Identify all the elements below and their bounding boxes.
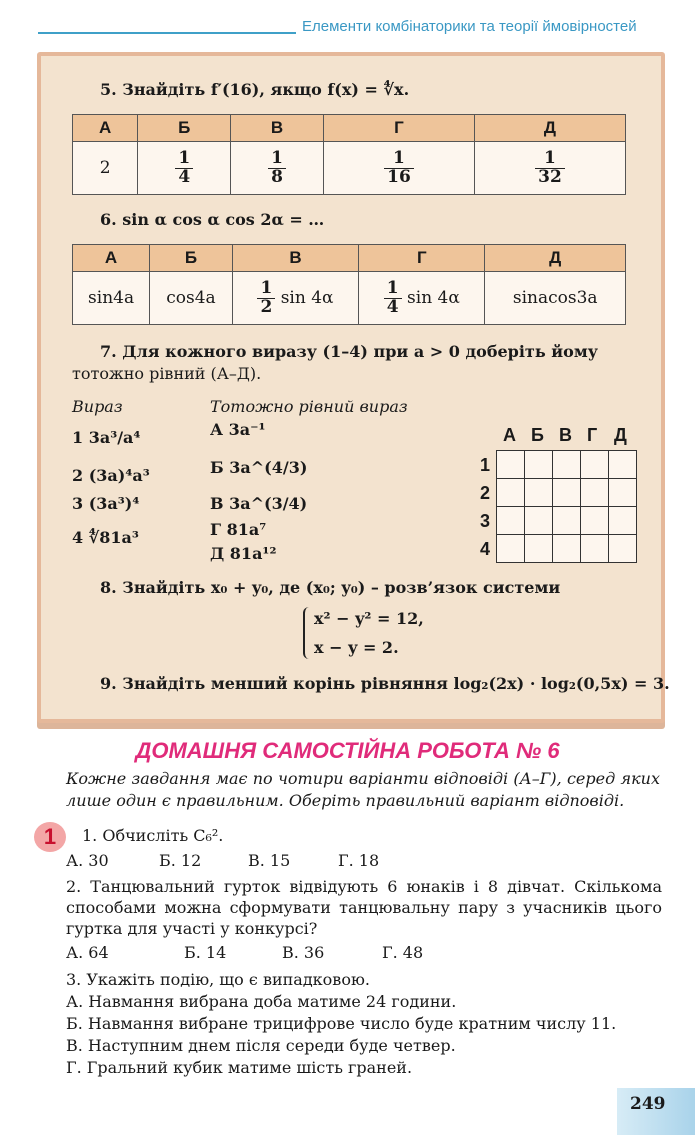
q7-col-right: Тотожно рівний вираз [210,397,408,416]
q6-head-g: Г [359,245,485,272]
q5-table [72,114,626,195]
q7-line1: 7. Для кожного виразу (1–4) при a > 0 доберіть йому [100,342,598,361]
task3-option[interactable]: В. Наступним днем після середи буде четвер. [66,1036,456,1055]
q6-table [72,244,626,325]
running-header: Елементи комбінаторики та теорії ймовірностей [302,18,637,35]
q8-eq1: x² − y² = 12, [314,609,424,628]
q9-text: 9. Знайдіть менший корінь рівняння log₂(2x) · log₂(0,5x) = 3. [100,674,670,693]
fraction-numerator: 1 [384,150,414,169]
grid-row-label: 1 [480,455,491,475]
q6-c-tail: sin 4α [280,287,334,308]
q6-head-a: А [73,245,150,272]
q5-ans-b [138,142,231,195]
task3-option[interactable]: Г. Гральний кубик матиме шість граней. [66,1058,413,1077]
grid-col-label: В [559,425,572,445]
q5-head-b: Б [138,115,231,142]
fraction-numerator: 1 [535,150,565,169]
grid-cell[interactable] [553,451,581,479]
task2-option[interactable]: А. 64 [66,943,109,962]
q7-left-item: 2 (3a)⁴a³ [72,466,150,485]
grid-cell[interactable] [525,451,553,479]
q7-left-item: 3 (3a³)⁴ [72,494,140,513]
grid-col-label: Б [531,425,544,445]
task1-option[interactable]: Б. 12 [159,851,202,870]
task3-option[interactable]: А. Навмання вибрана доба матиме 24 години. [66,992,457,1011]
fraction-numerator: 1 [257,280,275,299]
q7-line2: тотожно рівний (А–Д). [72,364,262,383]
grid-cell[interactable] [525,479,553,507]
grid-cell[interactable] [609,507,637,535]
q7-right-item: Д 81a¹² [210,544,277,563]
fraction-denominator: 32 [538,166,562,187]
q6-ans-d: sinacos3a [485,272,626,325]
grid-cell[interactable] [581,451,609,479]
answer-grid [496,450,637,563]
level-badge: 1 [34,822,66,852]
q7-left-item: 1 3a³/a⁴ [72,428,141,447]
header-rule [38,32,296,34]
grid-cell[interactable] [609,451,637,479]
grid-cell[interactable] [581,479,609,507]
task1-option[interactable]: В. 15 [248,851,291,870]
q6-head-v: В [232,245,358,272]
q8-text: 8. Знайдіть x₀ + y₀, де (x₀; y₀) – розв’язок системи [100,578,561,597]
grid-cell[interactable] [497,479,525,507]
q5-head-a: А [73,115,138,142]
grid-cell[interactable] [553,479,581,507]
grid-row-label: 4 [480,539,491,559]
grid-cell[interactable] [497,507,525,535]
task1-text: 1. Обчисліть C₆². [82,826,224,845]
grid-cell[interactable] [609,479,637,507]
grid-cell[interactable] [525,507,553,535]
grid-cell[interactable] [581,535,609,563]
grid-cell[interactable] [497,451,525,479]
q7-col-left: Вираз [72,397,123,416]
q6-d-tail: sin 4α [407,287,460,308]
q5-ans-d [474,142,625,195]
q6-ans-v [232,272,358,325]
grid-col-label: Д [614,425,627,445]
system-brace [303,607,313,659]
fraction-denominator: 16 [387,166,411,187]
q6-ans-a: sin4a [73,272,150,325]
task3-text: 3. Укажіть подію, що є випадковою. [66,970,370,989]
q7-right-item: Г 81a⁷ [210,520,267,539]
grid-cell[interactable] [553,535,581,563]
task3-option[interactable]: Б. Навмання вибране трицифрове число буде кратним числу 11. [66,1014,617,1033]
q5-head-v: В [231,115,324,142]
q8-eq2: x − y = 2. [314,638,399,657]
grid-col-label: А [503,425,516,445]
task2-text: 2. Танцювальний гурток відвідують 6 юнаків і 8 дівчат. Скількома способами можна сформувати танцювальну пару з учасників цього гуртка для участі у конкурсі? [66,877,662,938]
q5-head-d: Д [474,115,625,142]
task2-option[interactable]: В. 36 [282,943,325,962]
fraction-numerator: 1 [175,150,193,169]
grid-col-label: Г [587,425,598,445]
fraction-denominator: 4 [178,166,191,187]
fraction-denominator: 4 [386,296,399,317]
fraction-denominator: 2 [260,296,273,317]
fraction-denominator: 8 [271,166,283,187]
q6-ans-g [359,272,485,325]
fraction-numerator: 1 [268,150,286,169]
q5-ans-v [231,142,324,195]
grid-row-label: 3 [480,511,491,531]
grid-cell[interactable] [609,535,637,563]
grid-cell[interactable] [525,535,553,563]
task1-option[interactable]: Г. 18 [338,851,380,870]
q7-right-item: Б 3a^(4/3) [210,458,308,477]
q6-ans-b: cos4a [150,272,233,325]
q7-right-item: В 3a^(3/4) [210,494,308,513]
q5-head-g: Г [323,115,474,142]
task2-option[interactable]: Б. 14 [184,943,227,962]
q7-left-item: 4 ∜81a³ [72,528,139,547]
q6-text: 6. sin α cos α cos 2α = … [100,210,325,229]
grid-cell[interactable] [581,507,609,535]
q6-head-d: Д [485,245,626,272]
task2-option[interactable]: Г. 48 [382,943,424,962]
grid-cell[interactable] [497,535,525,563]
fraction-numerator: 1 [384,280,402,299]
q5-text: 5. Знайдіть f′(16), якщо f(x) = ∜x. [100,80,410,99]
page-number: 249 [630,1094,666,1114]
task1-option[interactable]: А. 30 [66,851,109,870]
q6-head-b: Б [150,245,233,272]
q7-right-item: А 3a⁻¹ [210,420,266,439]
q5-ans-g [323,142,474,195]
section-title: ДОМАШНЯ САМОСТІЙНА РОБОТА № 6 [135,738,560,763]
grid-row-label: 2 [480,483,491,503]
section-intro: Кожне завдання має по чотири варіанти відповіді (А–Г), серед яких лише один є правильним. Оберіть правильний варіант відповіді. [66,769,660,810]
grid-cell[interactable] [553,507,581,535]
q5-ans-a: 2 [73,142,138,195]
